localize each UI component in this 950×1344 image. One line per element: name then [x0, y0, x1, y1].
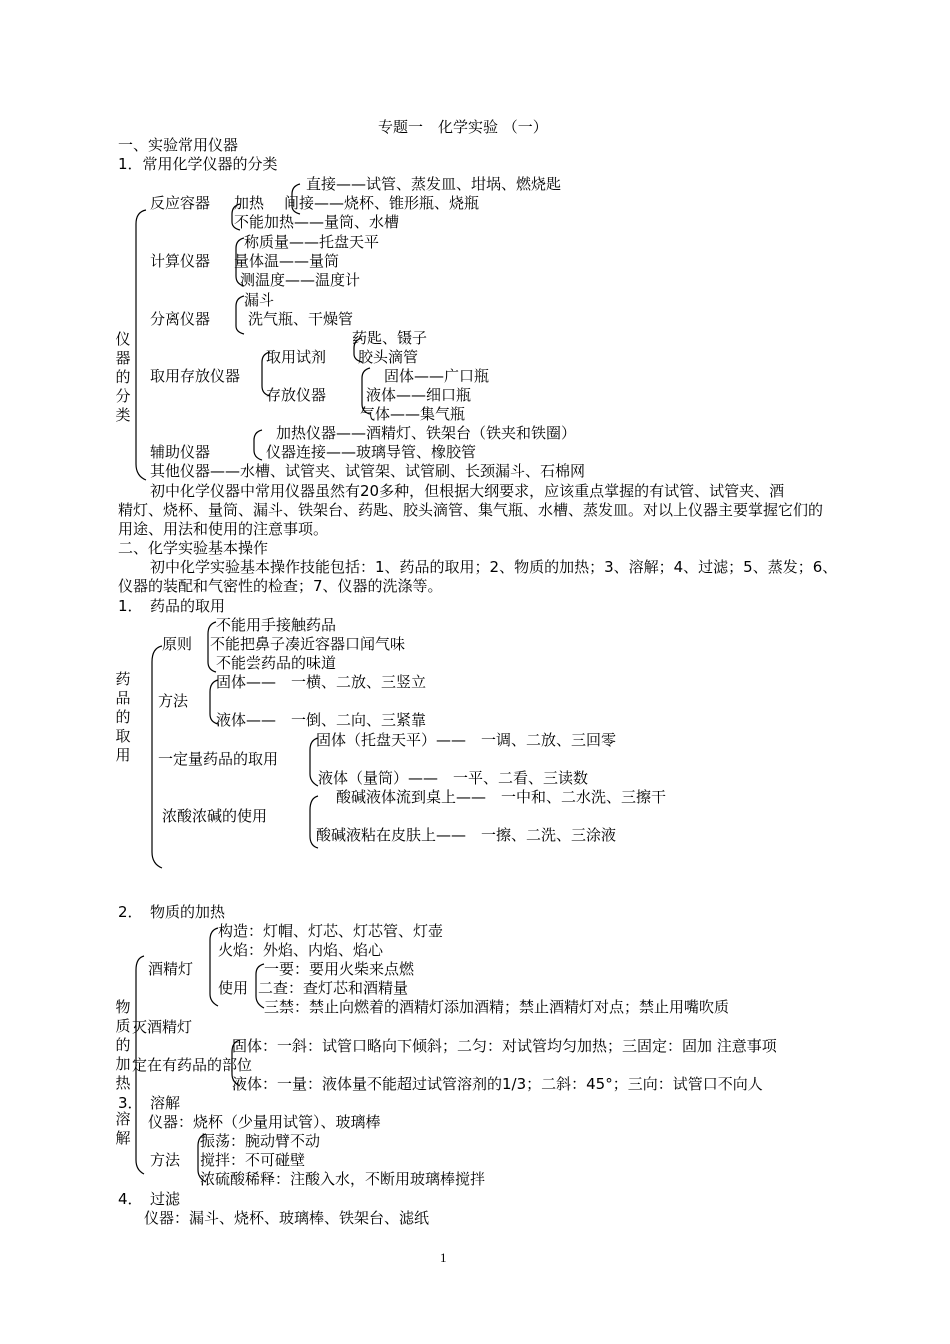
subsection-filter: 4． 过滤 [118, 1190, 181, 1208]
label-noheat: 不能加热——量筒、水槽 [234, 213, 400, 231]
page-number: 1 [440, 1250, 447, 1265]
method-2: 液体—— 一倒、二向、三紧靠 [216, 711, 427, 729]
label-indirect: 间接——烧杯、锥形瓶、烧瓶 [284, 194, 480, 212]
subsection-heating: 2． 物质的加热 [118, 903, 226, 921]
page-title: 专题一 化学实验 （一） [378, 118, 548, 136]
label-principle: 原则 [162, 635, 193, 653]
subsection-drug: 1． 药品的取用 [118, 597, 226, 615]
use-2: 二查：查灯芯和酒精量 [258, 979, 409, 997]
para-line-3: 用途、用法和使用的注意事项。 [118, 520, 329, 538]
section2-intro-2: 仪器的装配和气密性的检查；7、仪器的洗涤等。 [118, 577, 443, 595]
label-wash: 洗气瓶、干燥管 [248, 310, 354, 328]
label-other: 其他仪器——水槽、试管夹、试管架、试管刷、长颈漏斗、石棉网 [150, 462, 586, 480]
label-store: 存放仪器 [266, 386, 327, 404]
bracket-lamp [210, 928, 218, 1006]
label-heating: 加热仪器——酒精灯、铁架台（铁夹和铁圈） [276, 424, 577, 442]
vlabel-instrument-classes: 仪器的分类 [115, 330, 131, 424]
label-dissolve-method: 方法 [150, 1151, 181, 1169]
label-solid: 固体——广口瓶 [384, 367, 490, 385]
label-takereag: 取用试剂 [266, 348, 327, 366]
label-gas: 气体——集气瓶 [360, 405, 466, 423]
quant-1: 固体（托盘天平）—— 一调、二放、三回零 [316, 731, 617, 749]
dissolve-2: 搅拌：不可碰壁 [200, 1151, 306, 1169]
label-fix: 定在有药品的部位 [132, 1056, 253, 1074]
acid-1: 酸碱液体流到桌上—— 一中和、二水洗、三擦干 [336, 788, 667, 806]
dissolve-1: 振荡：腕动臂不动 [200, 1132, 321, 1150]
lamp-struct: 构造：灯帽、灯芯、灯芯管、灯壶 [218, 922, 444, 940]
label-take: 取用存放仪器 [150, 367, 241, 385]
vlabel-heating: 物质的加热 [115, 998, 131, 1092]
label-vol: 量体温——量筒 [234, 252, 340, 270]
acid-2: 酸碱液粘在皮肤上—— 一擦、二洗、三涂液 [316, 826, 617, 844]
vlabel-dissolve: 溶解 [115, 1110, 131, 1147]
label-mass: 称质量——托盘天平 [244, 233, 380, 251]
section1-sub: 1．常用化学仪器的分类 [118, 155, 278, 173]
label-quant: 一定量药品的取用 [158, 750, 279, 768]
section2-heading: 二、化学实验基本操作 [118, 539, 269, 557]
label-aux: 辅助仪器 [150, 443, 211, 461]
use-3: 三禁：禁止向燃着的酒精灯添加酒精；禁止酒精灯对点；禁止用嘴吹质 [264, 998, 730, 1016]
label-reaction: 反应容器 [150, 194, 211, 212]
label-use: 使用 [218, 979, 249, 997]
para-line-2: 精灯、烧杯、量筒、漏斗、铁架台、药匙、胶头滴管、集气瓶、水槽、蒸发皿。对以上仪器主要掌握它们的 [118, 501, 824, 519]
label-heat: 加热 [234, 194, 265, 212]
label-liquid: 液体——细口瓶 [366, 386, 472, 404]
label-spoon: 药匙、镊子 [352, 329, 428, 347]
label-acid: 浓酸浓碱的使用 [162, 807, 268, 825]
dissolve-instruments: 仪器：烧杯（少量用试管）、玻璃棒 [148, 1113, 381, 1131]
label-sep: 分离仪器 [150, 310, 211, 328]
label-lamp: 酒精灯 [148, 960, 194, 978]
heat-liquid: 液体：一量：液体量不能超过试管溶剂的1/3；二斜：45°；三向：试管口不向人 [232, 1075, 763, 1093]
label-dropper: 胶头滴管 [358, 348, 419, 366]
bracket-aux [254, 430, 262, 460]
vlabel-drug: 药品的取用 [115, 670, 131, 764]
label-funnel: 漏斗 [244, 291, 275, 309]
label-calc: 计算仪器 [150, 252, 211, 270]
lamp-flame: 火焰：外焰、内焰、焰心 [218, 941, 384, 959]
para-line-1: 初中化学仪器中常用仪器虽然有20多种，但根据大纲要求，应该重点掌握的有试管、试管夹、酒 [150, 482, 785, 500]
principle-3: 不能尝药品的味道 [216, 654, 337, 672]
quant-2: 液体（量筒）—— 一平、二看、三读数 [318, 769, 589, 787]
label-conn: 仪器连接——玻璃导管、橡胶管 [266, 443, 477, 461]
label-temp: 测温度——温度计 [240, 271, 361, 289]
principle-1: 不能用手接触药品 [216, 616, 337, 634]
filter-instruments: 仪器：漏斗、烧杯、玻璃棒、铁架台、滤纸 [144, 1209, 430, 1227]
section1-heading: 一、实验常用仪器 [118, 136, 239, 154]
use-1: 一要：要用火柴来点燃 [264, 960, 415, 978]
label-method: 方法 [158, 692, 189, 710]
subsection-dissolve: 3． 溶解 [118, 1094, 181, 1112]
label-direct: 直接——试管、蒸发皿、坩埚、燃烧匙 [306, 175, 562, 193]
method-1: 固体—— 一横、二放、三竖立 [216, 673, 427, 691]
bracket-instrument-classes [136, 210, 146, 480]
bracket-sep [236, 296, 244, 334]
label-extinguish: 灭酒精灯 [132, 1018, 193, 1036]
heat-solid: 固体：一斜：试管口略向下倾斜；二匀：对试管均匀加热；三固定：固加 注意事项 [232, 1037, 777, 1055]
section2-intro-1: 初中化学实验基本操作技能包括：1、药品的取用；2、物质的加热；3、溶解；4、过滤；5、蒸发；6、 [150, 558, 838, 576]
dissolve-3: 浓硫酸稀释：注酸入水，不断用玻璃棒搅拌 [200, 1170, 486, 1188]
principle-2: 不能把鼻子凑近容器口闻气味 [210, 635, 406, 653]
